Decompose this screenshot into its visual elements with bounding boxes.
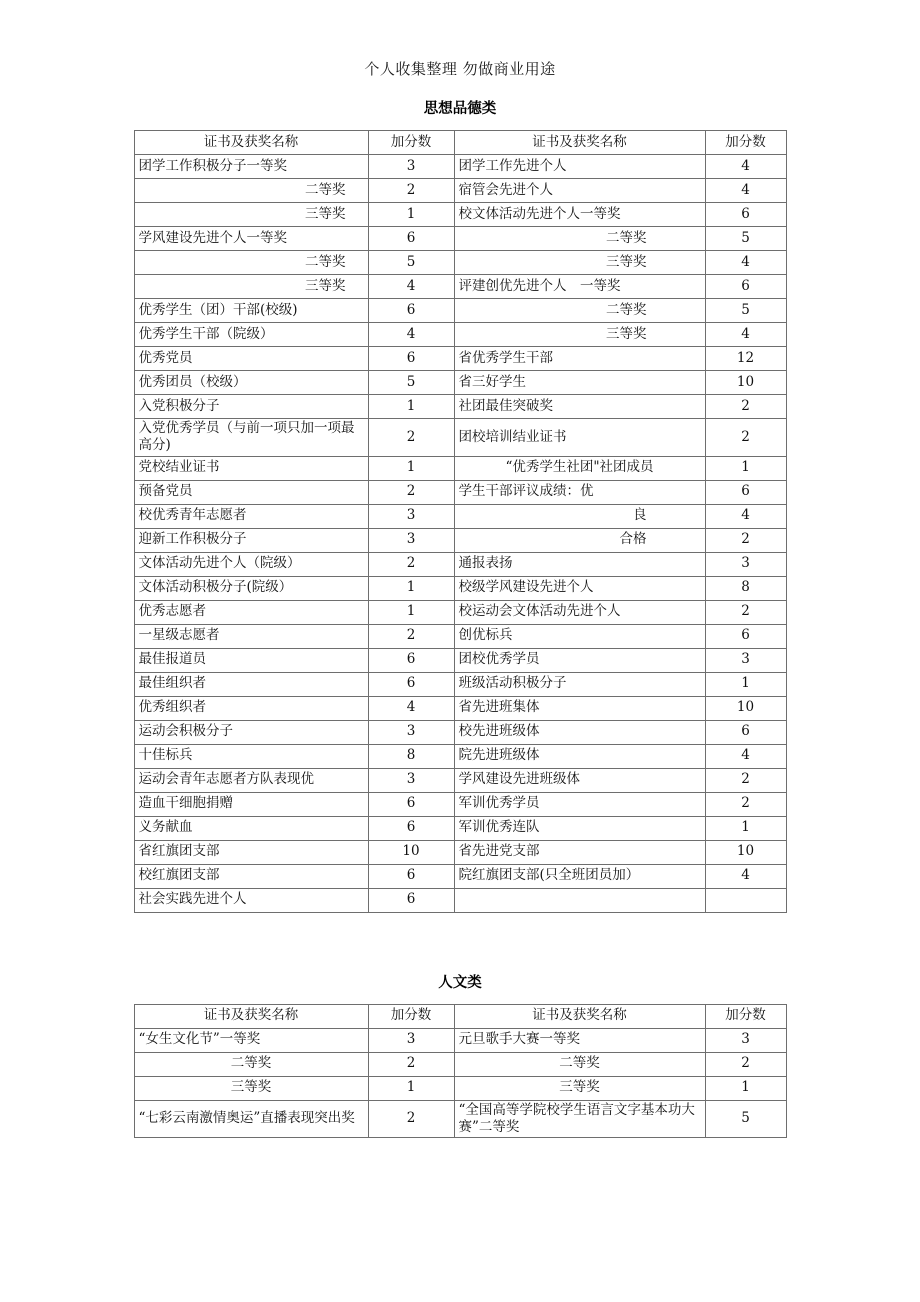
- cell-score-left: 1: [368, 1076, 454, 1100]
- cell-award-name-right: 元旦歌手大赛一等奖: [454, 1028, 705, 1052]
- cell-score-left: 3: [368, 768, 454, 792]
- table-row: [134, 840, 786, 864]
- cell-score-left: 6: [368, 864, 454, 888]
- cell-score-right: 10: [705, 696, 786, 720]
- table-wrapper: [0, 130, 920, 913]
- cell-award-name-left: 学风建设先进个人一等奖: [134, 227, 368, 251]
- cell-score-left: 6: [368, 648, 454, 672]
- cell-award-name-left: 三等奖: [134, 275, 368, 299]
- cell-award-name-left: 十佳标兵: [134, 744, 368, 768]
- table-row: [134, 275, 786, 299]
- column-header-name-left: 证书及获奖名称: [134, 1004, 368, 1028]
- cell-score-left: 6: [368, 888, 454, 912]
- cell-award-name-right: 通报表扬: [454, 552, 705, 576]
- cell-score-right: 1: [705, 1076, 786, 1100]
- cell-score-right: 4: [705, 251, 786, 275]
- cell-score-left: 2: [368, 179, 454, 203]
- score-table-humanities: [134, 1004, 787, 1139]
- cell-score-right: 4: [705, 504, 786, 528]
- table-row: [134, 816, 786, 840]
- cell-award-name-left: 二等奖: [134, 251, 368, 275]
- column-header-name-right: 证书及获奖名称: [454, 131, 705, 155]
- cell-award-name-right: 学生干部评议成绩：优: [454, 480, 705, 504]
- cell-score-left: 4: [368, 275, 454, 299]
- cell-score-left: 1: [368, 600, 454, 624]
- cell-score-left: 6: [368, 792, 454, 816]
- table-row: [134, 251, 786, 275]
- table-row: [134, 696, 786, 720]
- cell-award-name-left: “女生文化节”一等奖: [134, 1028, 368, 1052]
- cell-score-left: 3: [368, 155, 454, 179]
- section-thought-morality: [0, 97, 920, 913]
- cell-score-right: 4: [705, 155, 786, 179]
- table-header-row: [134, 131, 786, 155]
- cell-award-name-right: 省优秀学生干部: [454, 347, 705, 371]
- table-row: [134, 864, 786, 888]
- cell-award-name-left: 校红旗团支部: [134, 864, 368, 888]
- cell-score-right: 1: [705, 816, 786, 840]
- cell-award-name-left: 优秀组织者: [134, 696, 368, 720]
- cell-award-name-right: 二等奖: [454, 227, 705, 251]
- cell-award-name-right: 团校优秀学员: [454, 648, 705, 672]
- cell-score-left: 3: [368, 528, 454, 552]
- cell-score-right: 4: [705, 179, 786, 203]
- cell-score-right: 3: [705, 1028, 786, 1052]
- cell-score-right: 5: [705, 299, 786, 323]
- cell-award-name-left: 文体活动先进个人（院级）: [134, 552, 368, 576]
- column-header-score-left: 加分数: [368, 131, 454, 155]
- table-row: [134, 600, 786, 624]
- document-header-note: 个人收集整理 勿做商业用途: [364, 60, 556, 78]
- cell-score-left: 2: [368, 419, 454, 457]
- cell-award-name-left: 二等奖: [134, 179, 368, 203]
- cell-award-name-right: 评建创优先进个人 一等奖: [454, 275, 705, 299]
- table-row: [134, 528, 786, 552]
- cell-award-name-right: 三等奖: [454, 1076, 705, 1100]
- cell-score-left: 4: [368, 696, 454, 720]
- table-row: [134, 395, 786, 419]
- cell-score-left: 1: [368, 456, 454, 480]
- cell-award-name-left: 文体活动积极分子(院级）: [134, 576, 368, 600]
- spacer-title-table: [0, 118, 920, 130]
- cell-score-right: 4: [705, 864, 786, 888]
- cell-award-name-left: 优秀党员: [134, 347, 368, 371]
- table-row: [134, 744, 786, 768]
- table-row: [134, 624, 786, 648]
- cell-award-name-right: 院先进班级体: [454, 744, 705, 768]
- table-row: [134, 888, 786, 912]
- cell-award-name-right: 省先进党支部: [454, 840, 705, 864]
- cell-award-name-left: 预备党员: [134, 480, 368, 504]
- cell-score-left: 3: [368, 720, 454, 744]
- cell-award-name-left: 优秀团员（校级）: [134, 371, 368, 395]
- cell-award-name-left: 社会实践先进个人: [134, 888, 368, 912]
- cell-score-left: 6: [368, 672, 454, 696]
- cell-award-name-right: 合格: [454, 528, 705, 552]
- cell-award-name-left: 义务献血: [134, 816, 368, 840]
- cell-score-left: 6: [368, 816, 454, 840]
- cell-award-name-left: 三等奖: [134, 203, 368, 227]
- table-row: [134, 552, 786, 576]
- cell-award-name-right: 校级学风建设先进个人: [454, 576, 705, 600]
- table-row: [134, 576, 786, 600]
- cell-score-right: 4: [705, 744, 786, 768]
- cell-award-name-left: 优秀学生（团）干部(校级): [134, 299, 368, 323]
- cell-award-name-right: 军训优秀学员: [454, 792, 705, 816]
- cell-score-right: 6: [705, 203, 786, 227]
- cell-score-right: 2: [705, 528, 786, 552]
- table-row: [134, 419, 786, 457]
- cell-award-name-left: 省红旗团支部: [134, 840, 368, 864]
- cell-score-left: 6: [368, 347, 454, 371]
- cell-award-name-right: 省先进班集体: [454, 696, 705, 720]
- cell-award-name-left: 一星级志愿者: [134, 624, 368, 648]
- cell-score-left: 2: [368, 552, 454, 576]
- cell-award-name-right: 良: [454, 504, 705, 528]
- cell-award-name-left: 三等奖: [134, 1076, 368, 1100]
- table-row: [134, 203, 786, 227]
- cell-score-left: 1: [368, 203, 454, 227]
- table-row: [134, 504, 786, 528]
- cell-score-left: 1: [368, 395, 454, 419]
- cell-award-name-left: 二等奖: [134, 1052, 368, 1076]
- cell-score-right: 3: [705, 648, 786, 672]
- table-row: [134, 456, 786, 480]
- cell-award-name-left: 优秀志愿者: [134, 600, 368, 624]
- table-row: [134, 480, 786, 504]
- cell-award-name-left: 党校结业证书: [134, 456, 368, 480]
- cell-score-right: 2: [705, 792, 786, 816]
- cell-score-right: 12: [705, 347, 786, 371]
- cell-score-right: 10: [705, 840, 786, 864]
- cell-award-name-right: 校运动会文体活动先进个人: [454, 600, 705, 624]
- spacer-between-sections: [0, 913, 920, 971]
- cell-award-name-right: 三等奖: [454, 251, 705, 275]
- table-row: [134, 371, 786, 395]
- cell-score-left: 2: [368, 1100, 454, 1138]
- section-title: 人文类: [438, 974, 482, 991]
- cell-award-name-right: 三等奖: [454, 323, 705, 347]
- cell-award-name-left: “七彩云南激情奥运”直播表现突出奖: [134, 1100, 368, 1138]
- cell-award-name-right: “优秀学生社团"社团成员: [454, 456, 705, 480]
- table-row: [134, 672, 786, 696]
- table-row: [134, 1052, 786, 1076]
- cell-award-name-left: 运动会积极分子: [134, 720, 368, 744]
- cell-award-name-left: 迎新工作积极分子: [134, 528, 368, 552]
- table-row: [134, 323, 786, 347]
- cell-award-name-right: 创优标兵: [454, 624, 705, 648]
- spacer-above-first-title: [0, 79, 920, 97]
- cell-score-right: 10: [705, 371, 786, 395]
- cell-award-name-left: 优秀学生干部（院级）: [134, 323, 368, 347]
- cell-score-right: 2: [705, 1052, 786, 1076]
- cell-award-name-right: 二等奖: [454, 299, 705, 323]
- cell-award-name-left: 校优秀青年志愿者: [134, 504, 368, 528]
- cell-award-name-right: “全国高等学院校学生语言文字基本功大赛”二等奖: [454, 1100, 705, 1138]
- table-header-row: [134, 1004, 786, 1028]
- column-header-name-right: 证书及获奖名称: [454, 1004, 705, 1028]
- column-header-score-right: 加分数: [705, 131, 786, 155]
- cell-score-right: 2: [705, 395, 786, 419]
- cell-score-right: 6: [705, 275, 786, 299]
- cell-score-left: 4: [368, 323, 454, 347]
- cell-award-name-left: 造血干细胞捐赠: [134, 792, 368, 816]
- table-row: [134, 347, 786, 371]
- cell-score-left: 2: [368, 480, 454, 504]
- column-header-score-right: 加分数: [705, 1004, 786, 1028]
- score-table-thought-morality: [134, 130, 787, 913]
- cell-award-name-left: 团学工作积极分子一等奖: [134, 155, 368, 179]
- cell-score-right: 2: [705, 768, 786, 792]
- cell-score-left: 2: [368, 1052, 454, 1076]
- cell-award-name-right: 校先进班级体: [454, 720, 705, 744]
- table-row: [134, 768, 786, 792]
- cell-award-name-left: 入党优秀学员（与前一项只加一项最高分): [134, 419, 368, 457]
- table-row: [134, 227, 786, 251]
- cell-score-left: 8: [368, 744, 454, 768]
- column-header-score-left: 加分数: [368, 1004, 454, 1028]
- cell-award-name-right: 社团最佳突破奖: [454, 395, 705, 419]
- table-row: [134, 792, 786, 816]
- table-row: [134, 299, 786, 323]
- cell-score-left: 3: [368, 504, 454, 528]
- cell-award-name-left: 最佳组织者: [134, 672, 368, 696]
- cell-award-name-right: 学风建设先进班级体: [454, 768, 705, 792]
- cell-score-right: 1: [705, 672, 786, 696]
- cell-score-right: [705, 888, 786, 912]
- cell-score-right: 3: [705, 552, 786, 576]
- cell-award-name-right: 校文体活动先进个人一等奖: [454, 203, 705, 227]
- table-row: [134, 1076, 786, 1100]
- cell-award-name-right: [454, 888, 705, 912]
- cell-score-right: 6: [705, 720, 786, 744]
- cell-award-name-right: 团校培训结业证书: [454, 419, 705, 457]
- cell-score-right: 2: [705, 419, 786, 457]
- cell-score-right: 1: [705, 456, 786, 480]
- table-row: [134, 648, 786, 672]
- cell-score-left: 5: [368, 371, 454, 395]
- section-humanities: [0, 971, 920, 1139]
- cell-score-left: 5: [368, 251, 454, 275]
- table-row: [134, 1100, 786, 1138]
- cell-score-left: 6: [368, 227, 454, 251]
- table-row: [134, 179, 786, 203]
- cell-score-right: 5: [705, 227, 786, 251]
- table-row: [134, 1028, 786, 1052]
- table-row: [134, 720, 786, 744]
- cell-award-name-right: 省三好学生: [454, 371, 705, 395]
- cell-award-name-right: 二等奖: [454, 1052, 705, 1076]
- table-wrapper: [0, 1004, 920, 1139]
- cell-score-right: 4: [705, 323, 786, 347]
- cell-award-name-left: 入党积极分子: [134, 395, 368, 419]
- column-header-name-left: 证书及获奖名称: [134, 131, 368, 155]
- cell-score-right: 6: [705, 480, 786, 504]
- cell-award-name-right: 班级活动积极分子: [454, 672, 705, 696]
- cell-score-left: 2: [368, 624, 454, 648]
- cell-award-name-right: 军训优秀连队: [454, 816, 705, 840]
- cell-score-right: 2: [705, 600, 786, 624]
- table-row: [134, 155, 786, 179]
- section-title: 思想品德类: [423, 101, 497, 117]
- cell-score-left: 3: [368, 1028, 454, 1052]
- cell-score-right: 8: [705, 576, 786, 600]
- spacer-title-table: [0, 992, 920, 1004]
- cell-award-name-left: 运动会青年志愿者方队表现优: [134, 768, 368, 792]
- cell-score-left: 10: [368, 840, 454, 864]
- cell-score-left: 6: [368, 299, 454, 323]
- cell-award-name-right: 院红旗团支部(只全班团员加）: [454, 864, 705, 888]
- cell-award-name-right: 团学工作先进个人: [454, 155, 705, 179]
- cell-score-right: 6: [705, 624, 786, 648]
- cell-score-right: 5: [705, 1100, 786, 1138]
- cell-score-left: 1: [368, 576, 454, 600]
- cell-award-name-right: 宿管会先进个人: [454, 179, 705, 203]
- cell-award-name-left: 最佳报道员: [134, 648, 368, 672]
